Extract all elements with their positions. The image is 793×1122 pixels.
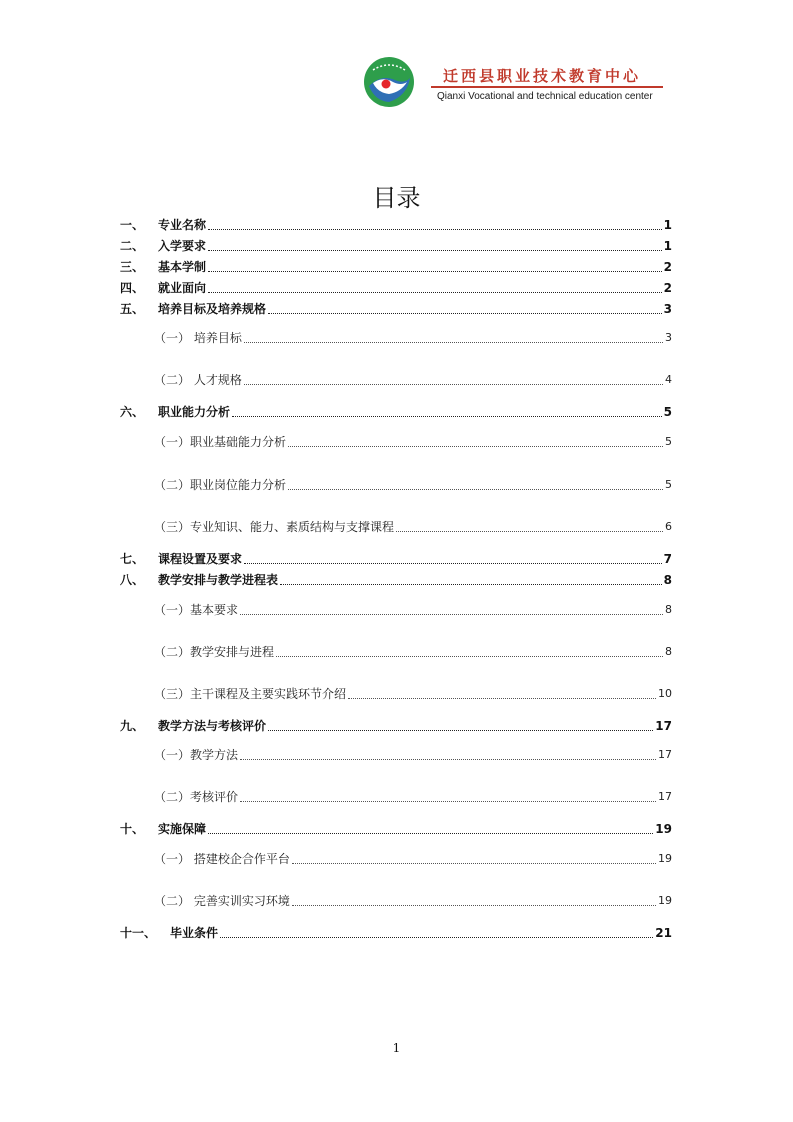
toc-entry[interactable] — [120, 685, 672, 703]
toc-entry[interactable] — [120, 476, 672, 494]
toc-entry-number: 九、 — [120, 719, 145, 733]
toc-entry[interactable] — [120, 601, 672, 619]
toc-dot-leader — [292, 904, 656, 906]
header-divider — [431, 86, 663, 88]
toc-entry-label — [120, 746, 238, 764]
toc-entry-label — [120, 216, 206, 234]
toc-dot-leader — [208, 832, 653, 834]
toc-entry[interactable] — [120, 403, 672, 421]
toc-entry[interactable] — [120, 550, 672, 568]
toc-entry-text: 教学方法与考核评价 — [158, 719, 267, 733]
toc-entry-text: （一）基本要求 — [154, 603, 239, 617]
toc-entry-label — [120, 476, 286, 494]
toc-entry-label — [120, 518, 394, 536]
page-title: 目录 — [372, 184, 421, 212]
toc-entry-page: 8 — [665, 603, 672, 616]
toc-entry[interactable] — [120, 300, 672, 318]
toc-entry[interactable] — [120, 746, 672, 764]
toc-entry-page: 17 — [658, 748, 672, 761]
toc-entry-number: 十、 — [120, 822, 145, 836]
toc-entry-page: 1 — [663, 218, 672, 232]
toc-entry-text: 专业名称 — [158, 218, 207, 232]
toc-entry-text: （一） 培养目标 — [154, 331, 242, 345]
toc-entry[interactable] — [120, 850, 672, 868]
toc-entry[interactable] — [120, 892, 672, 910]
toc-entry-label — [120, 550, 242, 568]
toc-dot-leader — [208, 291, 662, 293]
toc-entry[interactable] — [120, 237, 672, 255]
toc-entry-label — [120, 892, 290, 910]
toc-entry[interactable] — [120, 279, 672, 297]
toc-entry-label — [120, 685, 346, 703]
toc-entry-page: 5 — [663, 405, 672, 419]
toc-entry-number: 十一、 — [120, 926, 157, 940]
toc-dot-leader — [280, 583, 662, 585]
toc-dot-leader — [208, 270, 662, 272]
toc-entry-text: 实施保障 — [158, 822, 207, 836]
toc-entry-text: （二）教学安排与进程 — [154, 645, 275, 659]
toc-entry-number: 七、 — [120, 552, 145, 566]
document-header — [363, 56, 663, 112]
toc-entry-text: 毕业条件 — [170, 926, 219, 940]
toc-dot-leader — [268, 312, 662, 314]
toc-entry-label — [120, 371, 242, 389]
toc-entry-text: 课程设置及要求 — [158, 552, 243, 566]
toc-entry-page: 2 — [663, 281, 672, 295]
toc-entry-text: 职业能力分析 — [158, 405, 231, 419]
toc-entry-label — [120, 717, 266, 735]
toc-entry-page: 2 — [663, 260, 672, 274]
toc-entry-label — [120, 329, 242, 347]
page-number: 1 — [392, 1041, 401, 1055]
toc-entry-label — [120, 643, 274, 661]
toc-entry-text: （二）考核评价 — [154, 790, 239, 804]
toc-entry-page: 8 — [665, 645, 672, 658]
toc-entry-page: 10 — [658, 687, 672, 700]
toc-entry-number: 二、 — [120, 239, 145, 253]
toc-entry-page: 5 — [665, 435, 672, 448]
toc-entry-text: 入学要求 — [158, 239, 207, 253]
toc-dot-leader — [240, 758, 656, 760]
toc-dot-leader — [288, 445, 663, 447]
toc-entry-label — [120, 300, 266, 318]
school-logo-icon — [363, 56, 415, 108]
toc-dot-leader — [240, 613, 663, 615]
toc-dot-leader — [240, 800, 656, 802]
toc-dot-leader — [396, 530, 663, 532]
toc-entry-page: 21 — [655, 926, 672, 940]
toc-entry-label — [120, 237, 206, 255]
toc-entry-text: （三）专业知识、能力、素质结构与支撑课程 — [154, 520, 395, 534]
toc-dot-leader — [292, 862, 656, 864]
toc-entry-page: 1 — [663, 239, 672, 253]
toc-dot-leader — [288, 488, 663, 490]
toc-entry-number: 六、 — [120, 405, 145, 419]
toc-entry-page: 3 — [665, 331, 672, 344]
toc-entry[interactable] — [120, 216, 672, 234]
toc-entry-text: （三）主干课程及主要实践环节介绍 — [154, 687, 347, 701]
toc-entry-text: （一） 搭建校企合作平台 — [154, 852, 290, 866]
toc-entry-number: 四、 — [120, 281, 145, 295]
toc-dot-leader — [348, 697, 656, 699]
toc-entry-label — [120, 433, 286, 451]
toc-entry-page: 19 — [658, 894, 672, 907]
toc-entry[interactable] — [120, 717, 672, 735]
toc-entry-page: 7 — [663, 552, 672, 566]
toc-entry[interactable] — [120, 258, 672, 276]
toc-entry-text: （二） 完善实训实习环境 — [154, 894, 290, 908]
toc-entry-text: （一）教学方法 — [154, 748, 239, 762]
toc-entry[interactable] — [120, 924, 672, 942]
toc-entry-page: 19 — [658, 852, 672, 865]
toc-entry[interactable] — [120, 788, 672, 806]
toc-entry-text: （二） 人才规格 — [154, 373, 242, 387]
toc-entry-page: 3 — [663, 302, 672, 316]
toc-entry-page: 5 — [665, 478, 672, 491]
toc-entry-label — [120, 820, 206, 838]
toc-entry[interactable] — [120, 433, 672, 451]
toc-entry-page: 17 — [655, 719, 672, 733]
toc-entry-label — [120, 601, 238, 619]
toc-entry-number: 五、 — [120, 302, 145, 316]
toc-entry-page: 4 — [665, 373, 672, 386]
toc-entry[interactable] — [120, 329, 672, 347]
toc-entry-label — [120, 258, 206, 276]
toc-entry-text: 培养目标及培养规格 — [158, 302, 267, 316]
toc-entry-page: 17 — [658, 790, 672, 803]
toc-entry[interactable] — [120, 371, 672, 389]
toc-entry-label — [120, 571, 278, 589]
toc-entry-page: 8 — [663, 573, 672, 587]
toc-entry-label — [120, 924, 218, 942]
toc-dot-leader — [220, 936, 653, 938]
toc-entry-label — [120, 850, 290, 868]
toc-entry-text: （一）职业基础能力分析 — [154, 435, 287, 449]
org-name-en: Qianxi Vocational and technical education center — [437, 91, 653, 102]
toc-entry[interactable] — [120, 571, 672, 589]
org-name-cn: 迁西县职业技术教育中心 — [443, 67, 642, 85]
toc-dot-leader — [244, 341, 663, 343]
toc-dot-leader — [276, 655, 663, 657]
toc-dot-leader — [268, 729, 653, 731]
toc-entry[interactable] — [120, 820, 672, 838]
toc-entry-label — [120, 788, 238, 806]
toc-entry-text: 基本学制 — [158, 260, 207, 274]
toc-entry-text: （二）职业岗位能力分析 — [154, 478, 287, 492]
toc-dot-leader — [208, 249, 662, 251]
toc-entry-number: 八、 — [120, 573, 145, 587]
toc-dot-leader — [232, 415, 662, 417]
toc-dot-leader — [208, 228, 662, 230]
toc-entry[interactable] — [120, 518, 672, 536]
toc-entry-page: 6 — [665, 520, 672, 533]
toc-entry-text: 教学安排与教学进程表 — [158, 573, 279, 587]
toc-entry-label — [120, 403, 230, 421]
toc-entry-number: 三、 — [120, 260, 145, 274]
toc-dot-leader — [244, 383, 663, 385]
toc-entry-text: 就业面向 — [158, 281, 207, 295]
toc-entry-number: 一、 — [120, 218, 145, 232]
toc-dot-leader — [244, 562, 662, 564]
toc-entry[interactable] — [120, 643, 672, 661]
toc-entry-page: 19 — [655, 822, 672, 836]
toc-entry-label — [120, 279, 206, 297]
